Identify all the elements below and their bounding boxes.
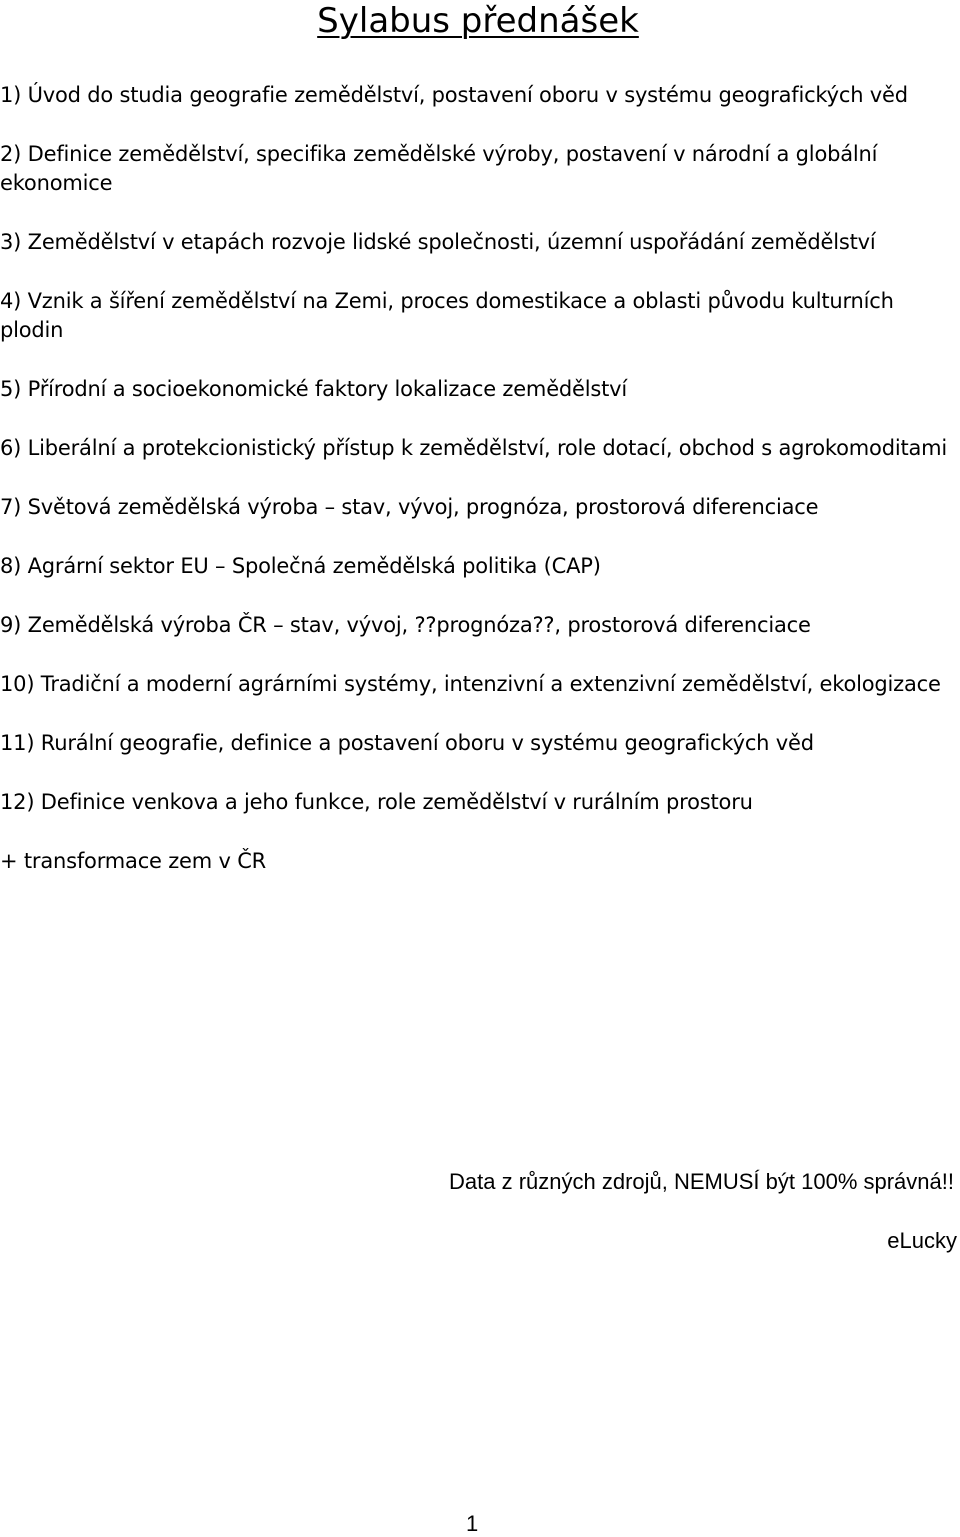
page-number: 1 (466, 1511, 479, 1536)
list-item: 5) Přírodní a socioekonomické faktory lokalizace zemědělství (0, 377, 628, 401)
list-item: 10) Tradiční a moderní agrárními systémy, intenzivní a extenzivní zemědělství, ekologizace (0, 672, 941, 696)
list-item: 9) Zemědělská výroba ČR – stav, vývoj, ??prognóza??, prostorová diferenciace (0, 613, 811, 637)
extra-item: + transformace zem v ČR (0, 849, 267, 873)
list-item: 11) Rurální geografie, definice a postavení oboru v systému geografických věd (0, 731, 814, 755)
page-title: Sylabus přednášek (317, 1, 639, 41)
list-item: 4) Vznik a šíření zemědělství na Zemi, proces domestikace a oblasti původu kulturních plodin (0, 289, 894, 342)
list-item: 7) Světová zemědělská výroba – stav, vývoj, prognóza, prostorová diferenciace (0, 495, 819, 519)
author-signature: eLucky (887, 1228, 957, 1253)
list-item: 6) Liberální a protekcionistický přístup k zemědělství, role dotací, obchod s agrokomoditami (0, 436, 948, 460)
list-item: 2) Definice zemědělství, specifika zemědělské výroby, postavení v národní a globální ekonomice (0, 142, 878, 195)
disclaimer-note: Data z různých zdrojů, NEMUSÍ být 100% správná!! (449, 1169, 954, 1194)
list-item: 8) Agrární sektor EU – Společná zemědělská politika (CAP) (0, 554, 601, 578)
list-item: 3) Zemědělství v etapách rozvoje lidské společnosti, územní uspořádání zemědělství (0, 230, 876, 254)
list-item: 12) Definice venkova a jeho funkce, role zemědělství v rurálním prostoru (0, 790, 753, 814)
list-item: 1) Úvod do studia geografie zemědělství, postavení oboru v systému geografických věd (0, 83, 908, 107)
syllabus-list (0, 81, 950, 906)
